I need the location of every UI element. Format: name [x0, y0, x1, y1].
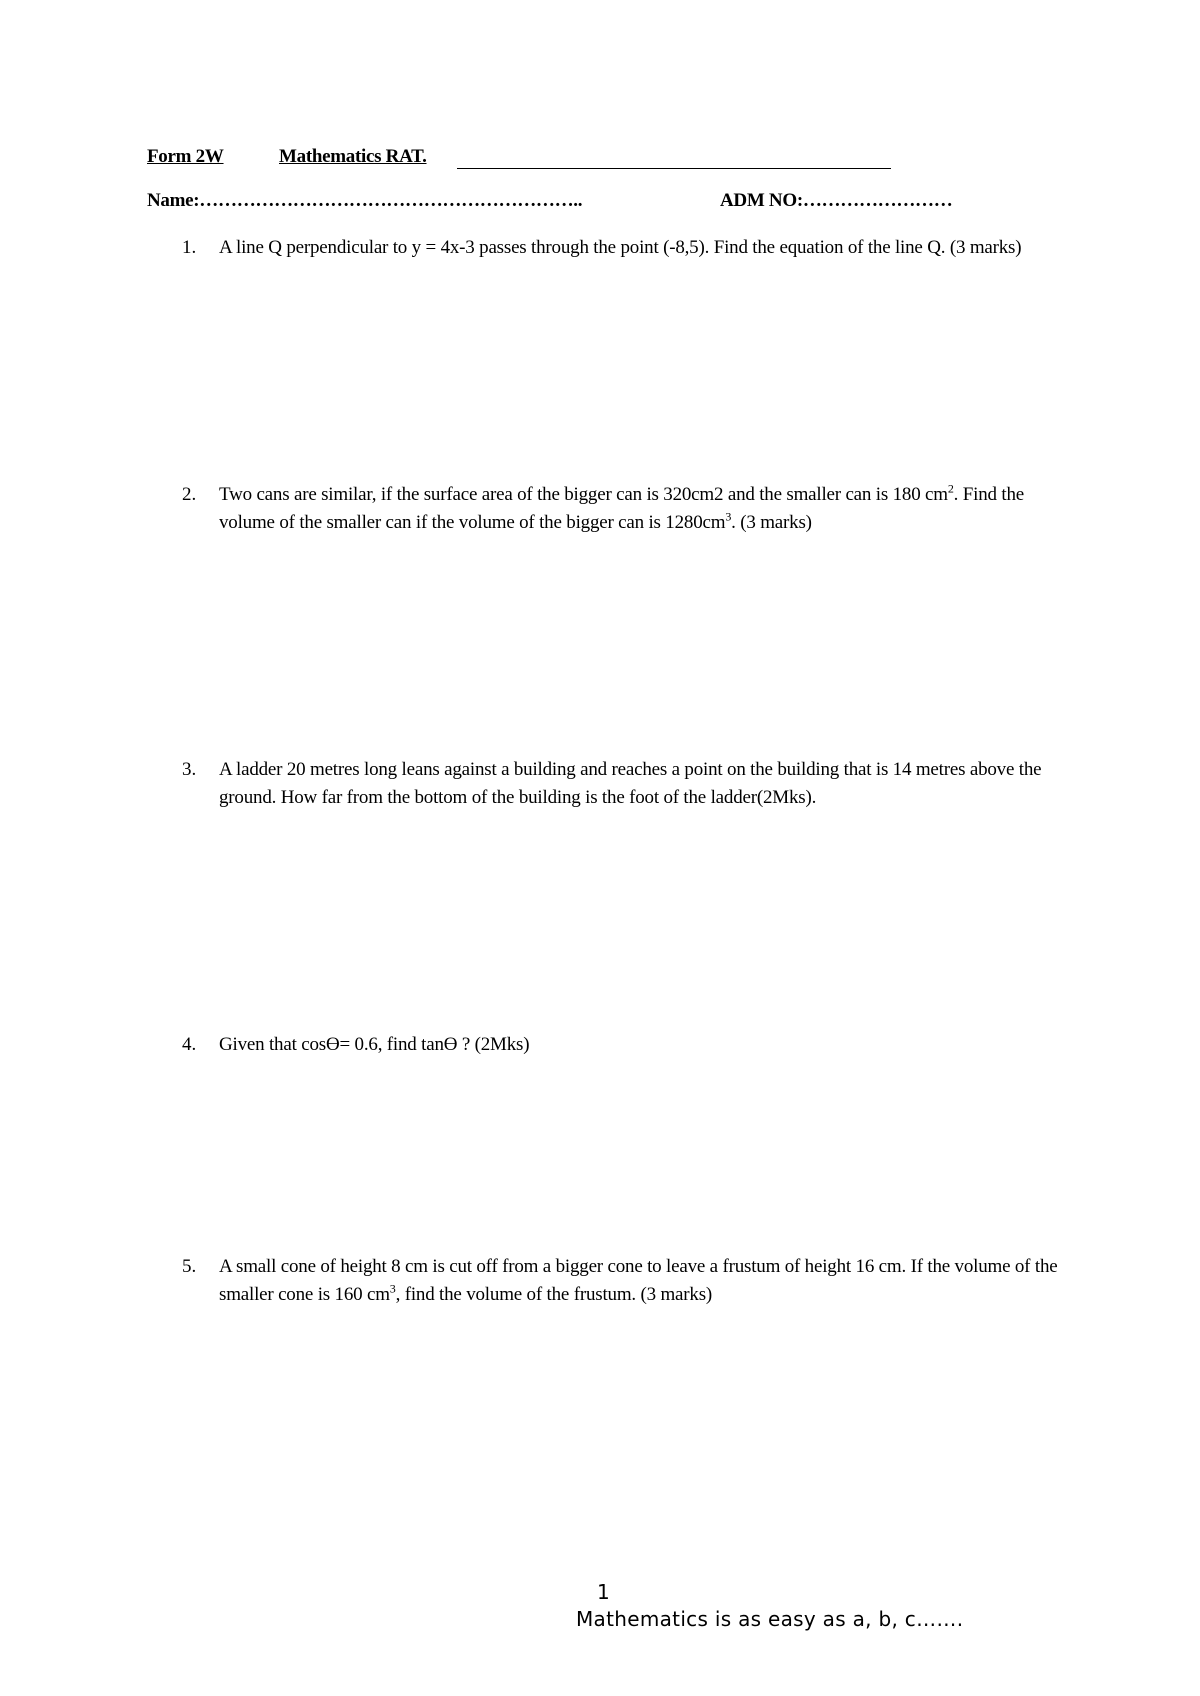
footer-motto: Mathematics is as easy as a, b, c……. [576, 1607, 964, 1631]
question-text: A line Q perpendicular to y = 4x-3 passes through the point (-8,5). Find the equation of the line Q. (3 marks) [219, 237, 1022, 258]
title-underline [457, 168, 891, 169]
question-number: 4. [182, 1034, 197, 1055]
form-label: Form 2W [147, 146, 224, 167]
page-number: 1 [597, 1580, 610, 1604]
question-4 [182, 1031, 1062, 1059]
question-number: 2. [182, 484, 197, 505]
question-5 [182, 1253, 1062, 1309]
question-2 [182, 481, 1062, 537]
question-text: Given that cosϴ= 0.6, find tanϴ ? (2Mks) [219, 1034, 530, 1055]
question-number: 3. [182, 759, 197, 780]
adm-no-field: ADM NO:…………………… [720, 190, 953, 211]
question-1 [182, 234, 1062, 262]
superscript: 3 [725, 509, 732, 524]
question-number: 1. [182, 237, 197, 258]
question-text: A small cone of height 8 cm is cut off from a bigger cone to leave a frustum of height 16 cm. If the volume of the smaller cone is 160 $cm^3$, find the volume of the frustum. (3 marks) [219, 1256, 1058, 1305]
question-number: 5. [182, 1256, 197, 1277]
question-3 [182, 756, 1062, 812]
superscript: 2 [947, 481, 954, 496]
superscript: 3 [389, 1281, 396, 1296]
question-text: Two cans are similar, if the surface area of the bigger can is 320cm2 and the smaller can is 180 $cm^2$. Find the volume of the smaller can if the volume of the bigger can is $1280cm^3$. (3 marks) [219, 481, 1024, 533]
document-header [147, 146, 427, 168]
name-field: Name:…………………………………………………….. [147, 190, 583, 211]
question-text: A ladder 20 metres long leans against a building and reaches a point on the building that is 14 metres above the ground. How far from the bottom of the building is the foot of the ladder(2Mks). [219, 759, 1042, 808]
subject-title: Mathematics RAT. [279, 146, 427, 167]
